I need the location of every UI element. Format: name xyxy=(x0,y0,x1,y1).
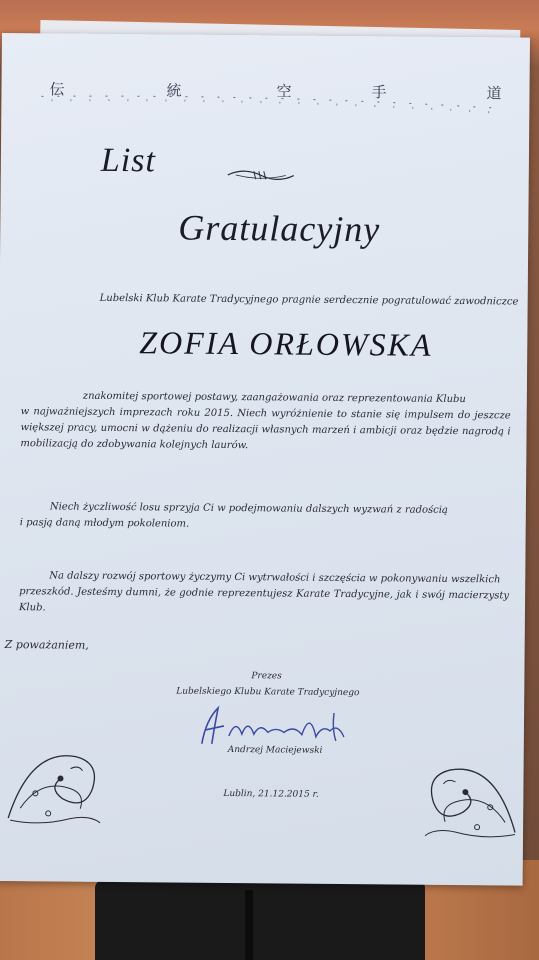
paragraph-3-rest: przeszkód. Jesteśmy dumni, że godnie reprezentujesz Karate Tradycyjne, jak i swój macierzysty Klub. xyxy=(18,586,510,614)
signatory-organization: Lubelskiego Klubu Karate Tradycyjnego xyxy=(176,686,360,699)
corner-ornament-right xyxy=(415,752,526,848)
signatory-name: Andrzej Maciejewski xyxy=(227,744,323,756)
paragraph-2-rest: i pasją daną młodym pokoleniom. xyxy=(19,517,190,530)
paragraph-3-first-line: Na dalszy rozwój sportowy życzymy Ci wytrwałości i szczęścia w pokonywaniu wszelkich xyxy=(49,570,501,586)
intro-text: Lubelski Klub Karate Tradycyjnego pragnie serdecznie pogratulować zawodniczce xyxy=(99,292,519,308)
person-legs xyxy=(95,880,425,960)
recipient-name: ZOFIA ORŁOWSKA xyxy=(139,324,433,363)
kanji-brush-marks xyxy=(41,90,501,118)
kanji-char: 統 xyxy=(166,81,182,100)
paragraph-2 xyxy=(20,499,510,535)
kanji-char: 手 xyxy=(371,83,387,102)
paragraph-1-first-line: znakomitej sportowej postawy, zaangażowania oraz reprezentowania Klubu xyxy=(82,390,466,406)
certificate-paper xyxy=(0,33,530,886)
paragraph-1-rest: w najważniejszych imprezach roku 2015. Niech wyróżnienie to stanie się impulsem do jeszcze większej pracy, umocni w dążeniu do realizacji własnych marzeń i ambicji oraz będzie nagrodą i mobilizacją do zdobywania kolejnych laurów. xyxy=(20,406,511,452)
kanji-char: 道 xyxy=(486,84,502,103)
date-text: Lublin, 21.12.2015 r. xyxy=(223,788,319,800)
closing-text: Z poważaniem, xyxy=(4,638,89,652)
paragraph-1 xyxy=(20,388,511,456)
signatory-title: Prezes xyxy=(251,671,282,682)
paragraph-2-first-line: Niech życzliwość losu sprzyja Ci w podejmowaniu dalszych wyzwań z radością xyxy=(49,501,448,516)
corner-ornament-left xyxy=(0,738,111,834)
kanji-header xyxy=(41,78,501,112)
kanji-char: 空 xyxy=(276,82,292,101)
paragraph-3 xyxy=(19,568,509,620)
kanji-char: 伝 xyxy=(49,80,65,99)
handwritten-signature xyxy=(184,700,364,752)
title-line-2: Gratulacyjny xyxy=(178,207,381,250)
title-flourish xyxy=(226,167,296,184)
title-line-1: List xyxy=(100,141,157,180)
